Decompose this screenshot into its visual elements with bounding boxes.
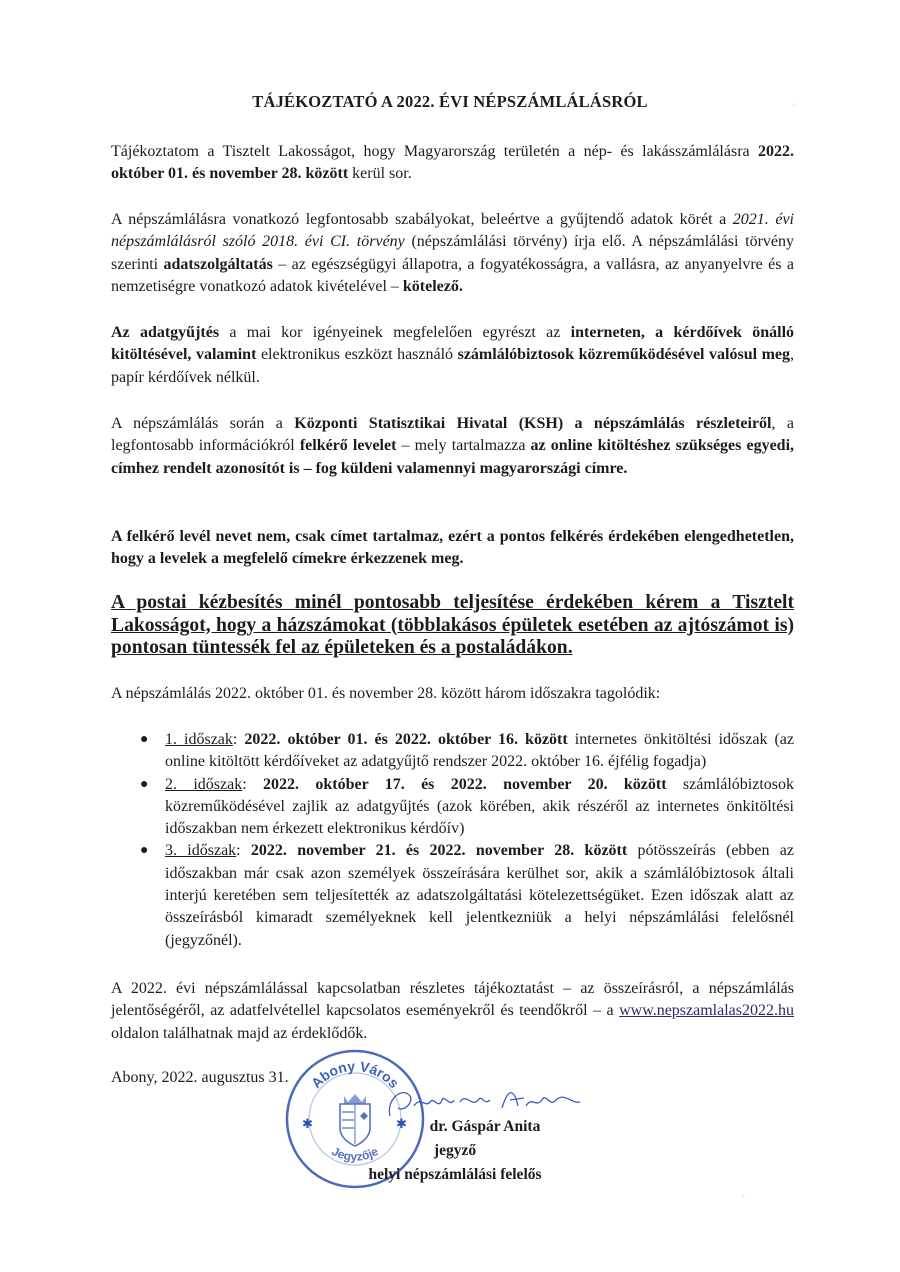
website-link[interactable]: www.nepszamlalas2022.hu [619, 1002, 794, 1020]
law-reference: 2021. évi népszámlálásról szóló 2018. évi CI. törvény [111, 211, 794, 251]
star-icon: ✱ [396, 1117, 407, 1132]
paragraph-ksh-letter: A népszámlálás során a Központi Statisztikai Hivatal (KSH) a népszámlálás részleteiről, a legfontosabb információkról felkérő levelet – mely tartalmazza az online kitöltéshez szükséges egyedi, címhez rendelt azonosítót is – fog küldeni valamennyi magyarországi címre. [111, 415, 795, 477]
scan-speck: · [742, 1192, 746, 1203]
list-item-period-2: ● 2. időszak: 2022. október 17. és 2022. november 20. között számlálóbiztosok közreműködésével zajlik az adatgyűjtés (azok körében, akik részéről az internetes önkitöltési időszakban nem érkezett elektronikus kérdőív) [140, 775, 795, 838]
paragraph-more-info: A 2022. évi népszámlálással kapcsolatban részletes tájékoztatást – az összeírásról, a népszámlálás jelentőségéről, az adatfelvétellel kapcsolatos eseményekről és teendőkről – a www.nepszamlalas2022.hu oldalon találhatnak majd az érdeklődők. [111, 980, 794, 1042]
paragraph-legal-basis: A népszámlálásra vonatkozó legfontosabb szabályokat, beleértve a gyűjtendő adatok körét a 2021. évi népszámlálásról szóló 2018. évi CI. törvény (népszámlálási törvény) írja elő. A népszámlálási törvény szerinti adatszolgáltatás – az egészségügyi állapotra, a fogyatékosságra, a vallásra, az anyanyelvre és a nemzetiségre vonatkozó adatok kivételével – kötelező. [111, 211, 795, 295]
document-title: TÁJÉKOZTATÓ A 2022. ÉVI NÉPSZÁMLÁLÁSRÓL [252, 92, 648, 111]
periods-list [140, 729, 795, 952]
paragraph-address-note: A felkérő levél nevet nem, csak címet tartalmaz, ezért a pontos felkérés érdekében elengedhetetlen, hogy a levelek a megfelelő címekre érkezzenek meg. [111, 528, 794, 568]
star-icon: ✱ [302, 1117, 313, 1132]
date-place: Abony, 2022. augusztus 31. [111, 1069, 289, 1086]
svg-text:Abony Város [308, 1058, 403, 1091]
signatory-role: jegyző [433, 1142, 477, 1159]
signatory-office: helyi népszámlálási felelős [368, 1166, 542, 1183]
list-item-period-3: ● 3. időszak: 2022. november 21. és 2022. november 28. között pótösszeírás (ebben az időszakban már csak azon személyek összeírására kerülhet sor, akik a számlálóbiztosok általi interjú keretében sem teljesítették az adatszolgáltatási kötelezettségüket. Ezen időszak alatt az összeírásból kimaradt személyeknek kell jelentkezniük a helyi népszámlálási felelősnél (jegyzőnél). [140, 842, 795, 949]
bullet-icon: ● [140, 843, 149, 859]
postal-notice: A postai kézbesítés minél pontosabb teljesítése érdekében kérem a Tisztelt Lakosságot, hogy a házszámokat (többlakásos épületek esetében az ajtószámot is) pontosan tüntessék fel az épületeken és a postaládákon. [111, 592, 794, 658]
paragraph-intro: Tájékoztatom a Tisztelt Lakosságot, hogy Magyarország területén a nép- és lakásszámlálásra 2022. október 01. és november 28. között kerül sor. [111, 143, 794, 183]
stamp-text-top: Abony Város [307, 1057, 403, 1092]
scan-speck: · [792, 100, 796, 111]
bullet-icon: ● [140, 776, 149, 792]
bullet-icon: ● [140, 732, 149, 747]
signature-block [340, 1115, 570, 1187]
stamp-text-bottom: Jegyzője [329, 1144, 381, 1164]
periods-intro: A népszámlálás 2022. október 01. és november 28. között három időszakra tagolódik: [111, 685, 661, 702]
signatory-name: dr. Gáspár Anita [429, 1118, 541, 1135]
paragraph-data-collection: Az adatgyűjtés a mai kor igényeinek megfelelően egyrészt az interneten, a kérdőívek önálló kitöltésével, valamint elektronikus eszközt használó számlálóbiztosok közreműködésével valósul meg, papír kérdőívek nélkül. [111, 324, 795, 386]
list-item-period-1: ● 1. időszak: 2022. október 01. és 2022. október 16. között internetes önkitöltési időszak (az online kitöltött kérdőíveket az adatgyűjtő rendszer 2022. október 16. éjfélig fogadja) [140, 731, 795, 771]
